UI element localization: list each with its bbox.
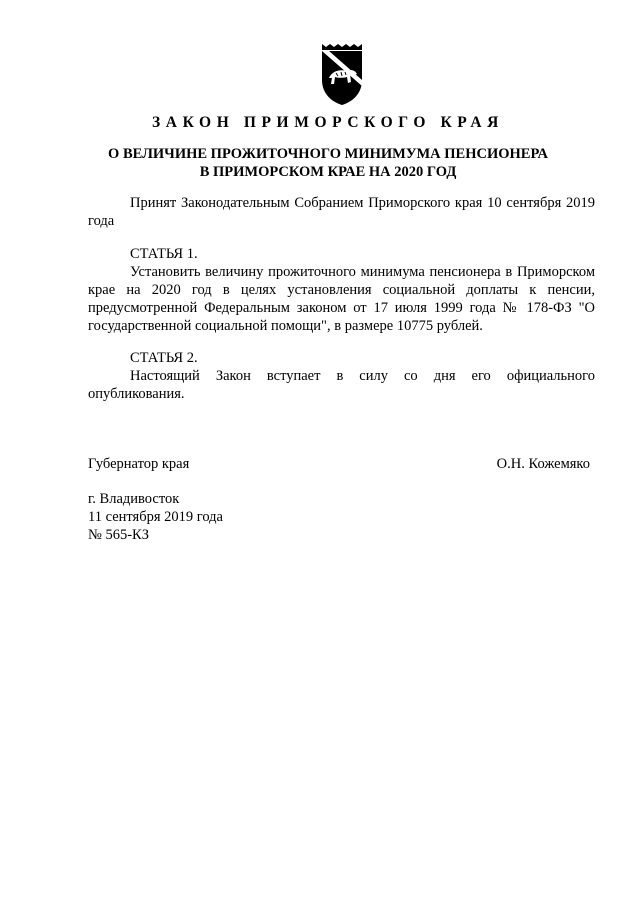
article-2-text: Настоящий Закон вступает в силу со дня его официального опубликования. — [88, 368, 595, 402]
article-1-heading: СТАТЬЯ 1. — [130, 246, 198, 262]
document-footer — [88, 490, 223, 544]
footer-city: г. Владивосток — [88, 491, 180, 507]
signatory-name: О.Н. Кожемяко — [496, 456, 590, 472]
law-title-line-1: О ВЕЛИЧИНЕ ПРОЖИТОЧНОГО МИНИМУМА ПЕНСИОНЕРА — [108, 146, 548, 162]
article-1-text: Установить величину прожиточного минимума пенсионера в Приморском крае на 2020 год в целях установления социальной доплаты к пенсии, предусмотренной Федеральным законом от 17 июля 1999 года № 178-ФЗ "О государственной социальной помощи", в размере 10775 рублей. — [88, 264, 595, 334]
adoption-statement: Принят Законодательным Собранием Приморского края 10 сентября 2019 года — [88, 195, 595, 229]
signature-block — [88, 455, 590, 473]
footer-number: № 565-КЗ — [88, 527, 149, 543]
primorsky-krai-coat-of-arms-icon — [317, 42, 367, 106]
article-2-heading: СТАТЬЯ 2. — [130, 350, 198, 366]
law-title — [0, 145, 640, 181]
law-heading: ЗАКОН ПРИМОРСКОГО КРАЯ — [152, 114, 504, 131]
law-title-line-2: В ПРИМОРСКОМ КРАЕ НА 2020 ГОД — [199, 164, 457, 180]
footer-date: 11 сентября 2019 года — [88, 509, 223, 525]
signatory-position: Губернатор края — [88, 456, 190, 472]
